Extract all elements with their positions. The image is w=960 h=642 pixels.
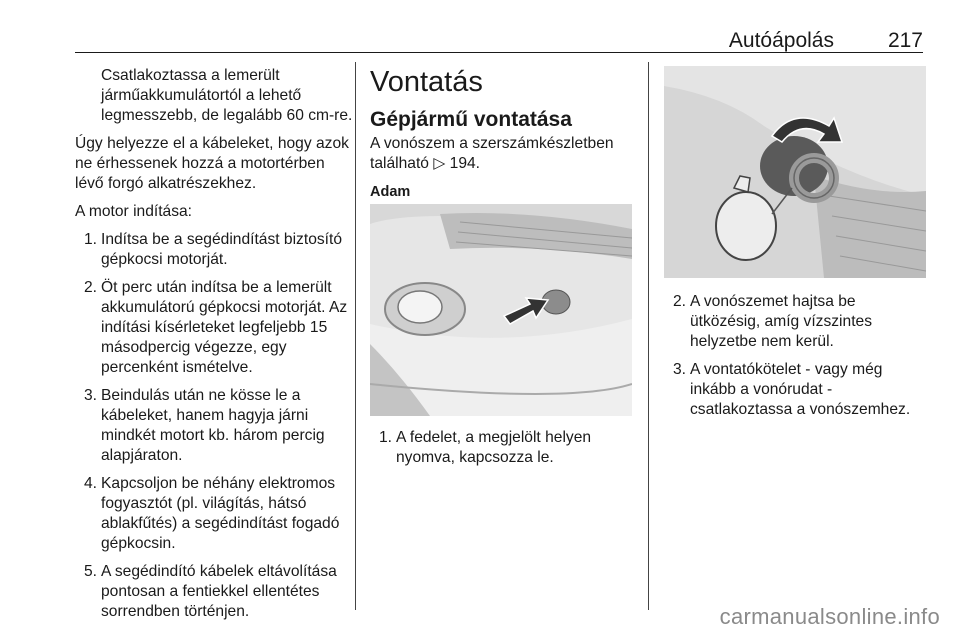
list-text: Indítsa be a segédindítást biztosító gépkocsi motorját.: [101, 231, 342, 268]
column-2: [370, 66, 636, 468]
list-number: 3.: [83, 387, 97, 404]
column-1: [75, 66, 353, 622]
model-label: Adam: [370, 184, 411, 200]
list-number: 1.: [378, 429, 392, 446]
list-text: A vonószemet hajtsa be ütközésig, amíg vízszintes helyzetbe nem kerül.: [690, 293, 873, 350]
list-text: A segédindító kábelek eltávolítása pontosan a fentiekkel ellentétes sorrendben történjen.: [101, 563, 337, 620]
subsection-heading: Gépjármű vontatása: [370, 108, 572, 131]
engine-start-steps: [75, 230, 353, 622]
list-text: A vontatókötelet - vagy még inkább a vonórudat - csatlakoztassa a vonószemhez.: [690, 361, 911, 418]
column-divider-left: [355, 62, 356, 610]
list-item: [75, 562, 353, 622]
list-item: [664, 292, 930, 352]
front-bumper-illustration: [370, 204, 632, 416]
list-number: 2.: [83, 279, 97, 296]
towing-steps-part2: [664, 292, 930, 420]
arrow-reference-icon: ▷: [433, 155, 446, 172]
header-divider: [75, 52, 923, 53]
list-item: [75, 230, 353, 270]
continued-list-item: Csatlakoztassa a lemerült járműakkumulátortól a lehető legmesszebb, de legalább 60 cm-re.: [101, 67, 353, 124]
list-text: A fedelet, a megjelölt helyen nyomva, kapcsozza le.: [396, 429, 592, 466]
list-item: [664, 360, 930, 420]
list-number: 2.: [672, 293, 686, 310]
page-number: 217: [887, 29, 923, 52]
intro-paragraph: [370, 134, 636, 174]
list-item: [75, 278, 353, 378]
header-title: Autóápolás: [728, 29, 834, 52]
list-text: Öt perc után indítsa be a lemerült akkumulátorú gépkocsi motorját. Az indítási kísérleteket legfeljebb 15 másodpercig végezze, egy percenként ismételve.: [101, 279, 348, 376]
towing-steps-part1: [370, 428, 636, 468]
list-item: [370, 428, 636, 468]
list-number: 3.: [672, 361, 686, 378]
paragraph-engine-start: A motor indítása:: [75, 203, 193, 220]
list-number: 1.: [83, 231, 97, 248]
section-heading: Vontatás: [370, 66, 483, 98]
column-3: [664, 66, 930, 420]
page-reference: 194.: [449, 155, 481, 172]
list-number: 5.: [83, 563, 97, 580]
list-text: Beindulás után ne kösse le a kábeleket, hanem hagyja járni mindkét motort kb. három percig alapjáraton.: [101, 387, 325, 464]
list-item: [75, 386, 353, 466]
column-divider-right: [648, 62, 649, 610]
intro-text: A vonószem a szerszámkészletben található: [370, 135, 614, 172]
list-text: Kapcsoljon be néhány elektromos fogyasztót (pl. világítás, hátsó ablakfűtés) a segédindítást fogadó gépkocsin.: [101, 475, 340, 552]
watermark-text: carmanualsonline.info: [719, 604, 940, 629]
list-number: 4.: [83, 475, 97, 492]
tow-eye-illustration: [664, 66, 926, 278]
list-item: [75, 474, 353, 554]
paragraph-cable-placement: Úgy helyezze el a kábeleket, hogy azok ne érhessenek hozzá a motortérben lévő forgó alkatrészekhez.: [75, 135, 349, 192]
